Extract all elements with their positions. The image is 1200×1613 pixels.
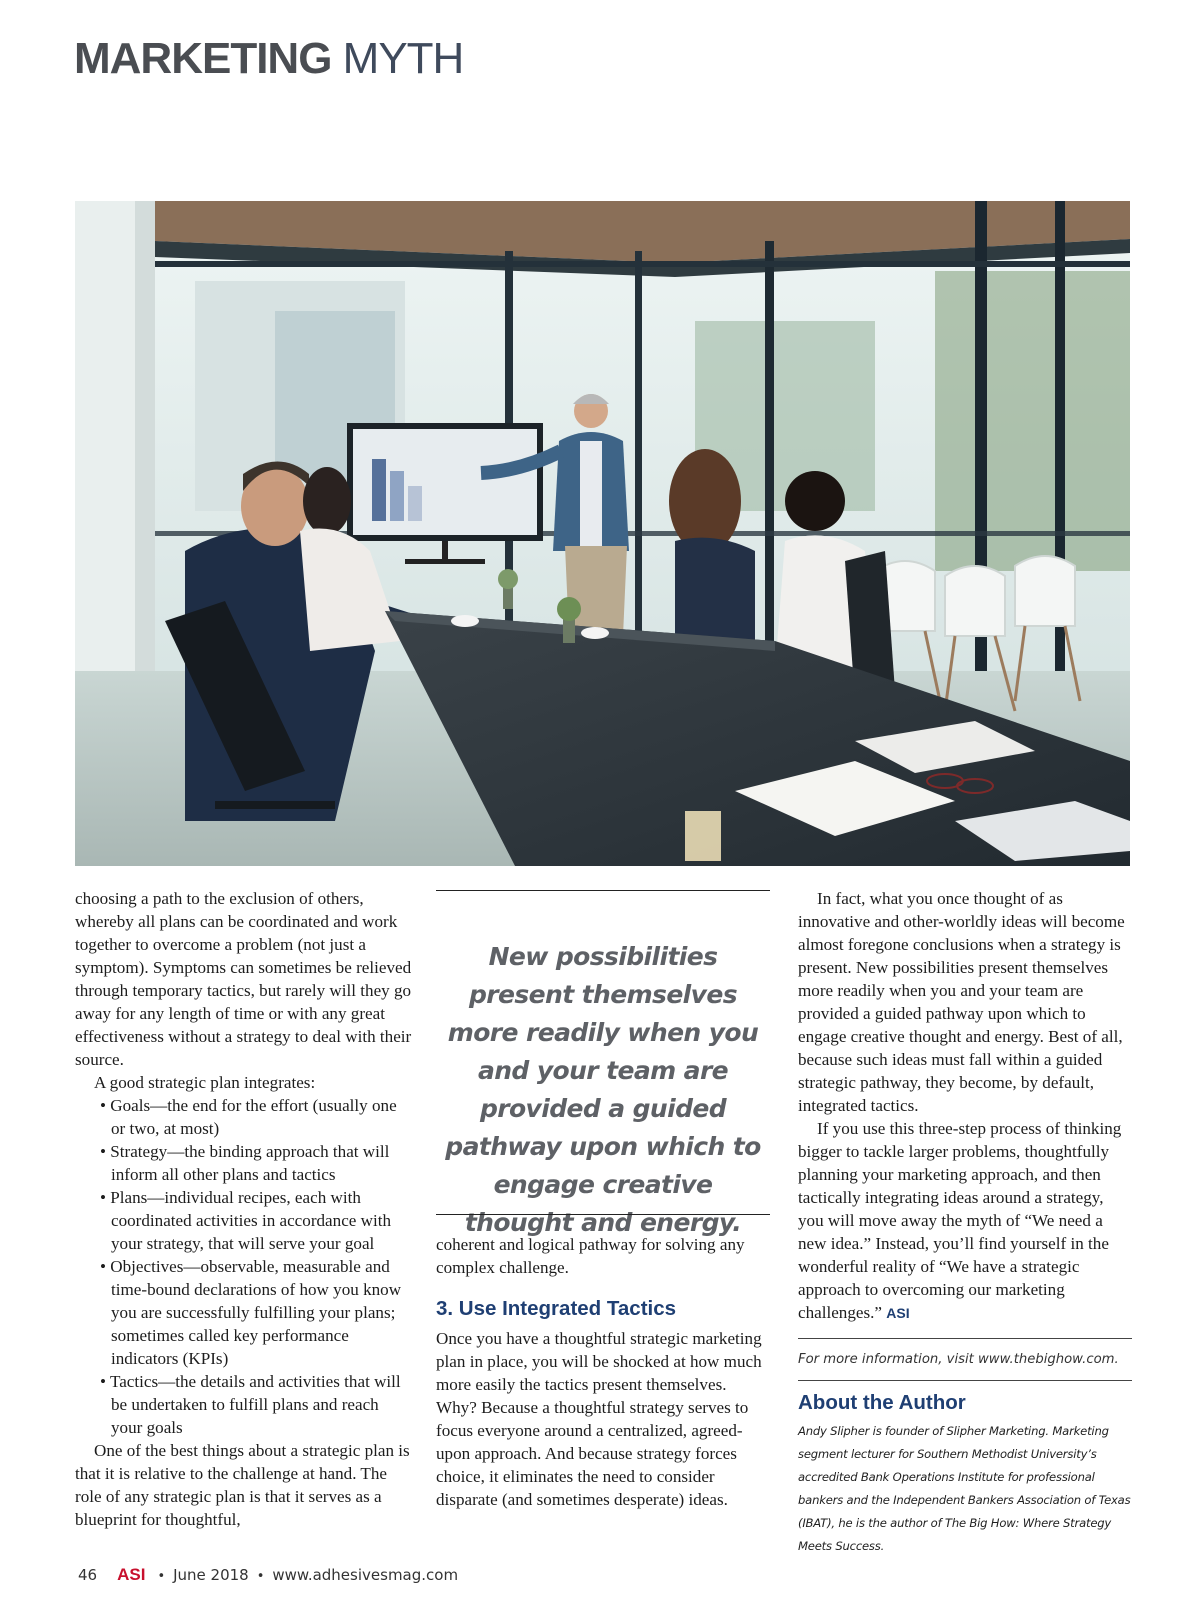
meeting-photo bbox=[75, 201, 1130, 866]
footer-date: June 2018 bbox=[173, 1566, 249, 1584]
column-middle bbox=[436, 1233, 770, 1279]
pull-quote: New possibilities present themselves more readily when you and your team are provided a guided pathway upon which to engage creative thought and energy. bbox=[445, 942, 761, 1237]
bullet-goals: • Goals—the end for the effort (usually one or two, at most) bbox=[100, 1096, 397, 1138]
right-paragraph-1: In fact, what you once thought of as innovative and other-worldly ideas will become almost foregone conclusions when a strategy is present. New possibilities present themselves more readily when you and your team are provided a guided pathway upon which to engage creative thought and energy. Best of all, because such ideas must fall within a guided strategic pathway, they become, by default, integrated tactics. bbox=[798, 889, 1125, 1115]
column-left bbox=[75, 887, 413, 1531]
section-title-light: MYTH bbox=[342, 34, 464, 83]
info-rule-top bbox=[798, 1338, 1132, 1339]
bullet-tactics: • Tactics—the details and activities that will be undertaken to fulfill plans and reach your goals bbox=[100, 1372, 401, 1437]
info-rule-bottom bbox=[798, 1380, 1132, 1381]
intro-paragraph: choosing a path to the exclusion of others, whereby all plans can be coordinated and work together to overcome a problem (not just a symptom). Symptoms can sometimes be relieved through temporary tactics, but rarely will they go away for any length of time or with any great effectiveness without a strategy to deal with their source. bbox=[75, 889, 412, 1069]
continuation-paragraph: coherent and logical pathway for solving any complex challenge. bbox=[436, 1235, 745, 1277]
footer-separator: • bbox=[256, 1569, 265, 1584]
page-footer bbox=[78, 1565, 458, 1585]
bullet-strategy: • Strategy—the binding approach that will inform all other plans and tactics bbox=[100, 1142, 390, 1184]
section-title-bold: MARKETING bbox=[74, 34, 332, 83]
list-intro: A good strategic plan integrates: bbox=[94, 1073, 316, 1092]
end-mark: ASI bbox=[886, 1305, 910, 1321]
tactics-body bbox=[436, 1327, 770, 1511]
footer-url: www.adhesivesmag.com bbox=[272, 1566, 459, 1584]
bullet-plans: • Plans—individual recipes, each with coordinated activities in accordance with your strategy, that will serve your goal bbox=[100, 1188, 392, 1253]
section-heading-tactics: 3. Use Integrated Tactics bbox=[436, 1297, 677, 1320]
footer-brand: ASI bbox=[117, 1565, 146, 1584]
about-author-heading: About the Author bbox=[798, 1391, 966, 1414]
about-author-text: Andy Slipher is founder of Slipher Marketing. Marketing segment lecturer for Southern Methodist University’s accredited Bank Operations Institute for professional bankers and the Independent Bankers Association of Texas (IBAT), he is the author of The Big How: Where Strategy Meets Success. bbox=[798, 1424, 1131, 1553]
section-header bbox=[74, 34, 463, 84]
pull-quote-rule-top bbox=[436, 890, 770, 891]
closing-paragraph: One of the best things about a strategic plan is that it is relative to the challenge at hand. The role of any strategic plan is that it serves as a blueprint for thoughtful, bbox=[75, 1441, 410, 1529]
right-paragraph-2 bbox=[798, 1117, 1132, 1325]
bullet-objectives: • Objectives—observable, measurable and time-bound declarations of how you know you are successfully fulfilling your plans; sometimes called key performance indicators (KPIs) bbox=[100, 1257, 402, 1368]
column-right bbox=[798, 887, 1132, 1325]
page-number: 46 bbox=[78, 1566, 98, 1584]
pull-quote-rule-bottom bbox=[436, 1214, 770, 1215]
tactics-paragraph: Once you have a thoughtful strategic marketing plan in place, you will be shocked at how much more easily the tactics present themselves. Why? Because a thoughtful strategy serves to focus everyone around a centralized, agreed-upon approach. And because strategy forces choice, it eliminates the need to consider disparate (and sometimes desperate) ideas. bbox=[436, 1329, 762, 1509]
footer-separator: • bbox=[157, 1569, 166, 1584]
right-paragraph-2-text: If you use this three-step process of thinking bigger to tackle larger problems, thoughtfully planning your marketing approach, and then tactically integrating ideas around a strategy, you will move away the myth of “We need a new idea.” Instead, you’ll find yourself in the wonderful reality of “We have a strategic approach to overcoming our marketing challenges.” bbox=[798, 1119, 1122, 1322]
more-info-line: For more information, visit www.thebighow.com. bbox=[798, 1352, 1119, 1367]
